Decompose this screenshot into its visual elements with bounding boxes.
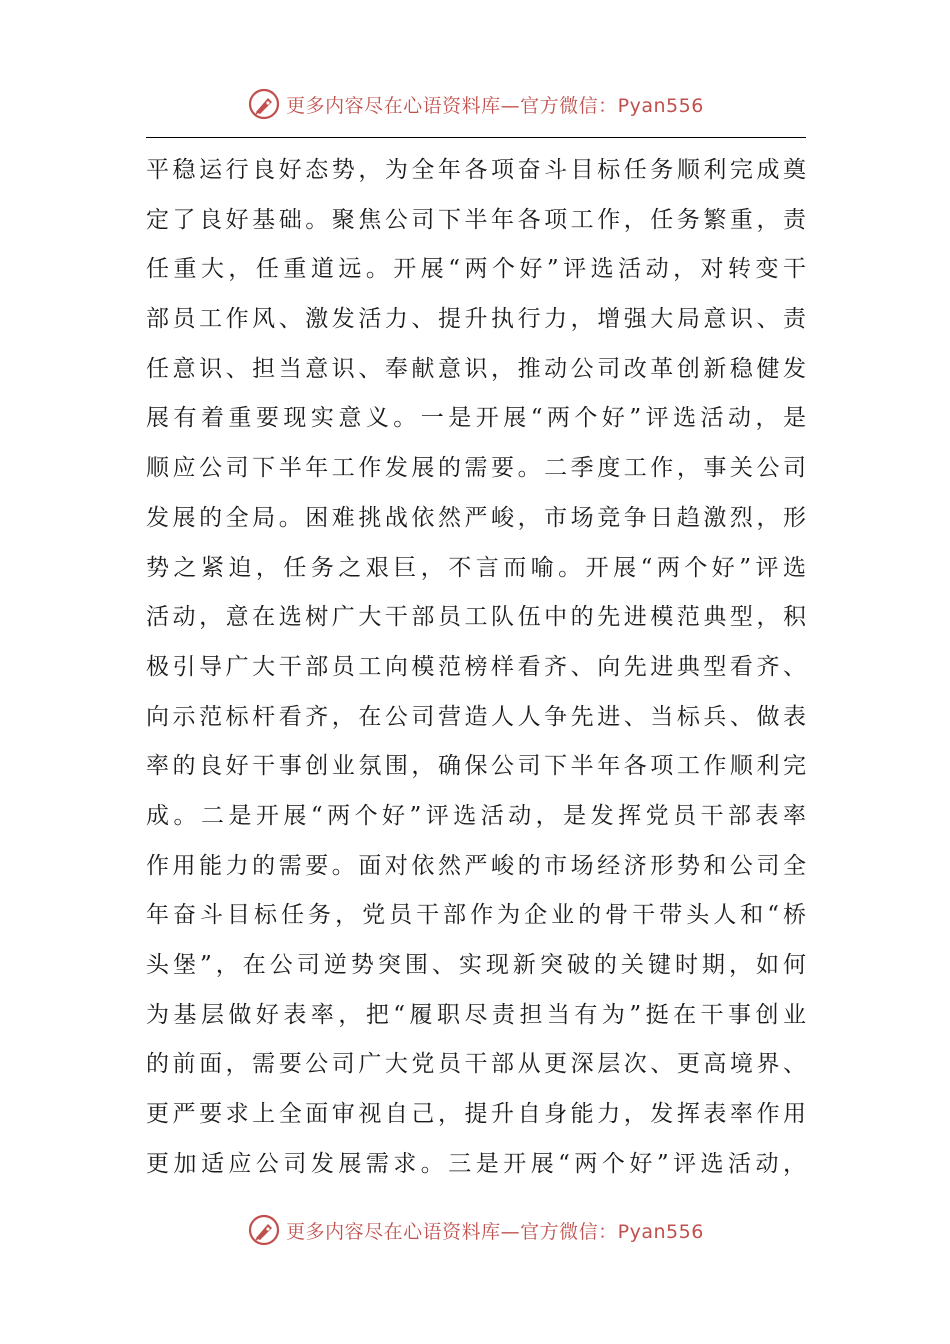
body-line: 发展的全局。困难挑战依然严峻，市场竞争日趋激烈，形 [146,504,806,531]
body-line: 势之紧迫，任务之艰巨，不言而喻。开展“两个好”评选 [146,554,806,581]
header-divider [146,137,806,138]
footer-banner-text: 更多内容尽在心语资料库—官方微信：Pyan556 [286,1220,704,1243]
body-line: 定了良好基础。聚焦公司下半年各项工作，任务繁重，责 [146,206,806,233]
body-line: 作用能力的需要。面对依然严峻的市场经济形势和公司全 [146,852,806,879]
body-line: 极引导广大干部员工向模范榜样看齐、向先进典型看齐、 [146,653,806,680]
body-line: 展有着重要现实意义。一是开展“两个好”评选活动，是 [146,405,806,432]
body-line: 活动，意在选树广大干部员工队伍中的先进模范典型，积 [146,604,806,631]
body-line: 向示范标杆看齐，在公司营造人人争先进、当标兵、做表 [146,703,806,730]
body-line: 顺应公司下半年工作发展的需要。二季度工作，事关公司 [146,455,806,482]
body-line: 平稳运行良好态势，为全年各项奋斗目标任务顺利完成奠 [146,157,806,183]
body-line: 更加适应公司发展需求。三是开展“两个好”评选活动， [146,1150,806,1177]
header-banner-text: 更多内容尽在心语资料库—官方微信：Pyan556 [286,94,704,117]
body-line: 部员工作风、激发活力、提升执行力，增强大局意识、责 [146,306,806,333]
body-line: 头堡”，在公司逆势突围、实现新突破的关键时期，如何 [146,952,806,978]
header-banner [0,84,950,124]
body-line: 任意识、担当意识、奉献意识，推动公司改革创新稳健发 [146,355,806,382]
body-line: 任重大，任重道远。开展“两个好”评选活动，对转变干 [146,256,806,283]
footer-banner [0,1210,950,1250]
body-line: 为基层做好表率，把“履职尽责担当有为”挺在干事创业 [146,1001,806,1028]
body-line: 率的良好干事创业氛围，确保公司下半年各项工作顺利完 [146,753,806,780]
body-line: 成。二是开展“两个好”评选活动，是发挥党员干部表率 [146,802,806,829]
pen-nib-circle-icon [246,86,282,122]
body-line: 更严要求上全面审视自己，提升自身能力，发挥表率作用 [146,1101,806,1128]
pen-nib-circle-icon [246,1212,282,1248]
body-line: 年奋斗目标任务，党员干部作为企业的骨干带头人和“桥 [146,902,806,929]
document-body [146,146,806,1189]
body-line: 的前面，需要公司广大党员干部从更深层次、更高境界、 [146,1051,806,1078]
